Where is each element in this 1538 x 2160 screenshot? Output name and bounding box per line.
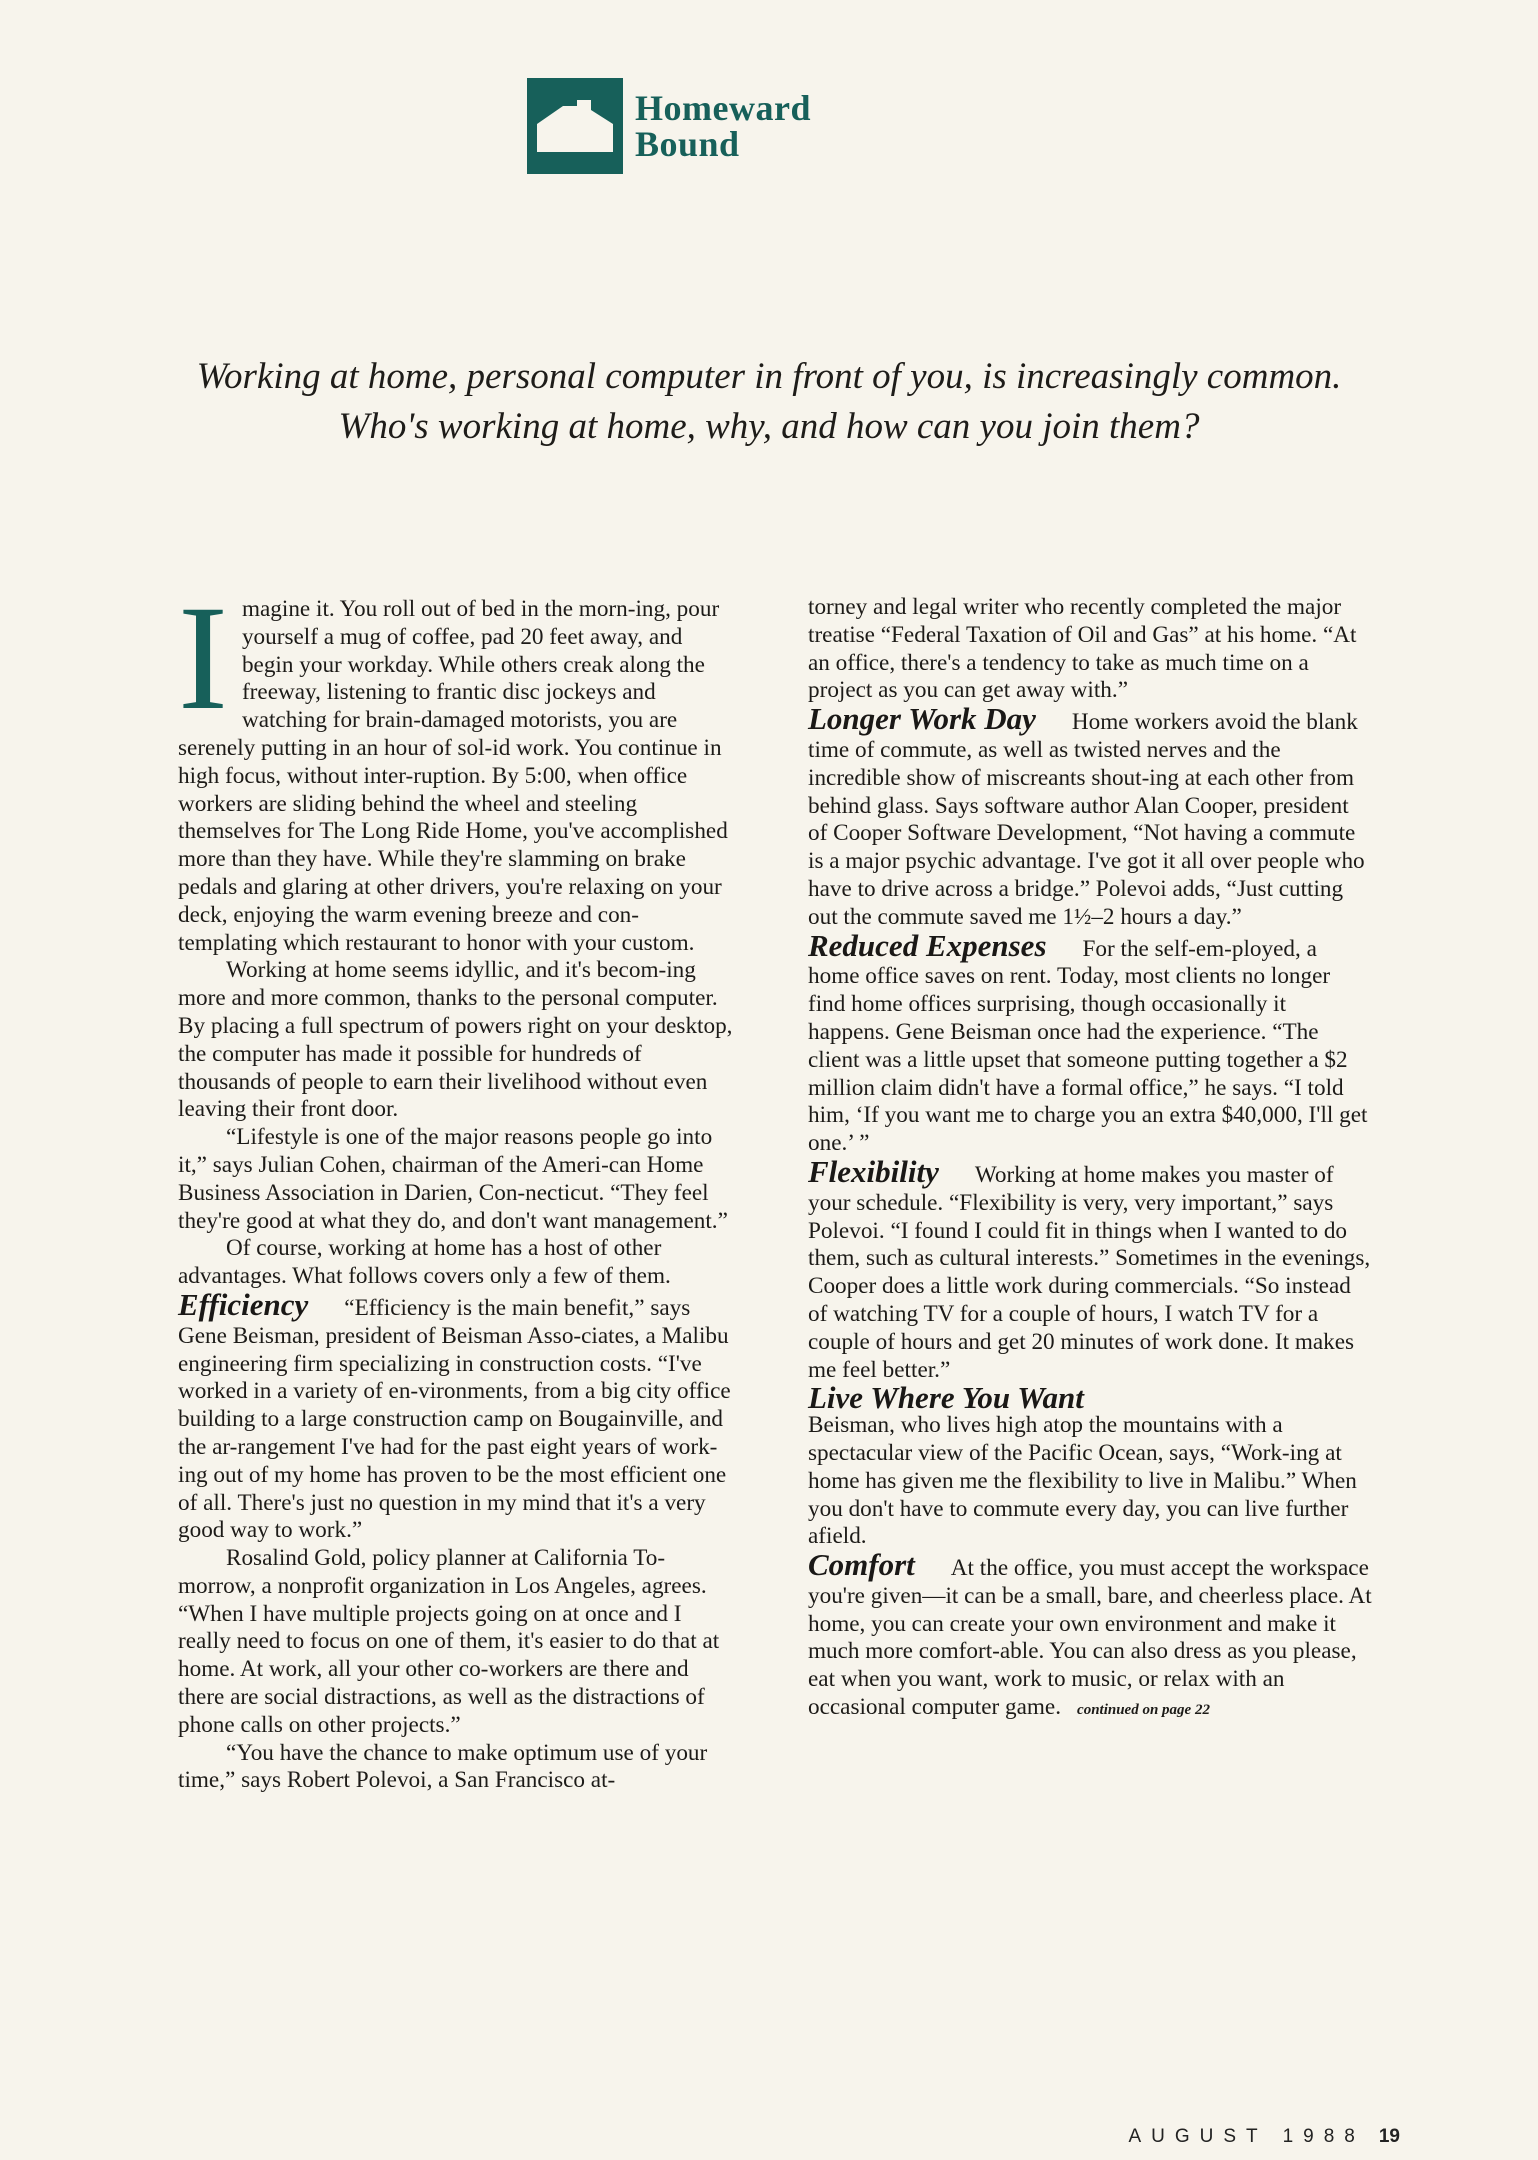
drop-cap: I — [178, 575, 228, 741]
reduced-expenses-text: For the self-em-ployed, a home office saves on rent. Today, most clients no longer find home offices surprising, though occasionally it happens. Gene Beisman once had the experience. “The client was a little upset that someone putting together a $2 million claim didn't have a formal office,” he says. “I told him, ‘If you want me to charge you an extra $40,000, I'll get one.’ ” — [808, 935, 1368, 1157]
flexibility-heading: Flexibility — [808, 1153, 939, 1189]
logo-title — [635, 90, 811, 162]
longer-work-day-heading: Longer Work Day — [808, 701, 1036, 737]
intro-paragraph — [178, 575, 738, 957]
efficiency-section — [178, 1286, 738, 1545]
right-column — [808, 594, 1372, 1725]
deck-line-1: Working at home, personal computer in front of you, is increasingly common. — [196, 356, 1342, 397]
live-where-you-want-heading: Live Where You Want — [808, 1380, 1084, 1416]
flexibility-section — [808, 1153, 1372, 1384]
intro-text: magine it. You roll out of bed in the morn-ing, pour yourself a mug of coffee, pad 20 feet away, and begin your workday. While others creak along the freeway, listening to frantic disc jockeys and watching for brain-damaged motorists, you are serenely putting in an hour of sol-id work. You continue in high focus, without inter-ruption. By 5:00, when office workers are sliding behind the wheel and steeling themselves for The Long Ride Home, you've accomplished more than they have. While they're slamming on brake pedals and glaring at other drivers, you're relaxing on your deck, enjoying the warm evening breeze and con-templating which restaurant to honor with your custom. — [178, 596, 728, 956]
flexibility-text: Working at home makes you master of your schedule. “Flexibility is very, very important,” says Polevoi. “I found I could fit in things when I wanted to do them, such as cultural interests.” Sometimes in the evenings, Cooper does a little work during commercials. “So instead of watching TV for a couple of hours, I watch TV for a couple of hours and get 20 minutes of work done. It makes me feel better.” — [808, 1161, 1371, 1383]
efficiency-heading: Efficiency — [178, 1286, 309, 1322]
issue-date: AUGUST 1988 — [1128, 2126, 1365, 2147]
body-paragraph: “Lifestyle is one of the major reasons people go into it,” says Julian Cohen, chairman of the Ameri-can Home Business Association in Darien, Con-necticut. “They feel they're good at what they do, and don't want management.” — [178, 1124, 728, 1234]
comfort-text: At the office, you must accept the workspace you're given—it can be a small, bare, and cheerless place. At home, you can create your own environment and make it much more comfort-able. You can also dress as you please, eat when you want, work to music, or relax with an occasional computer game. — [808, 1555, 1372, 1721]
logo-line-2: Bound — [635, 124, 740, 164]
deck-line-2: Who's working at home, why, and how can you join them? — [338, 406, 1200, 447]
longer-work-day-section — [808, 701, 1372, 931]
page-footer — [1128, 2126, 1400, 2148]
comfort-section — [808, 1547, 1372, 1725]
reduced-expenses-section — [808, 927, 1372, 1158]
live-where-you-want-text: Beisman, who lives high atop the mountains with a spectacular view of the Pacific Ocean, says, “Work-ing at home has given me the flexibility to live in Malibu.” When you don't have to commute every day, you can live further afield. — [808, 1412, 1357, 1550]
page-number: 19 — [1378, 2126, 1400, 2147]
continued-note: continued on page 22 — [1077, 1702, 1210, 1719]
house-icon — [527, 78, 623, 174]
article-deck — [120, 352, 1418, 452]
body-paragraph: torney and legal writer who recently completed the major treatise “Federal Taxation of Oil and Gas” at his home. “At an office, there's a tendency to take as much time on a project as you can get away with.” — [808, 594, 1357, 704]
homeward-bound-logo — [527, 78, 811, 174]
body-paragraph: Of course, working at home has a host of other advantages. What follows covers only a few of them. — [178, 1235, 671, 1290]
reduced-expenses-heading: Reduced Expenses — [808, 927, 1047, 963]
efficiency-text: “Efficiency is the main benefit,” says Gene Beisman, president of Beisman Asso-ciates, a Malibu engineering firm specializing in construction costs. “I've worked in a variety of en-vironments, from a big city office building to a large construction camp on Bougainville, and the ar-rangement I've had for the past eight years of work-ing out of my home has proven to be the most efficient one of all. There's just no question in my mind that it's a very good way to work.” — [178, 1294, 731, 1544]
longer-work-day-text: Home workers avoid the blank time of commute, as well as twisted nerves and the incredible show of miscreants shout-ing at each other from behind glass. Says software author Alan Cooper, president of Cooper Software Development, “Not having a commute is a major psychic advantage. I've got it all over people who have to drive across a bridge.” Polevoi adds, “Just cutting out the commute saved me 1½–2 hours a day.” — [808, 709, 1365, 930]
body-paragraph: “You have the chance to make optimum use of your time,” says Robert Polevoi, a San Francisco at- — [178, 1739, 708, 1794]
body-paragraph: Working at home seems idyllic, and it's becom-ing more and more common, thanks to the personal computer. By placing a full spectrum of powers right on your desktop, the computer has made it possible for hundreds of thousands of people to earn their livelihood without even leaving their front door. — [178, 957, 733, 1123]
comfort-heading: Comfort — [808, 1547, 915, 1583]
left-column — [178, 575, 738, 1795]
body-paragraph: Rosalind Gold, policy planner at California To-morrow, a nonprofit organization in Los Angeles, agrees. “When I have multiple projects going on at once and I really need to focus on one of them, it's easier to do that at home. At work, all your other co-workers are there and there are social distractions, as well as the distractions of phone calls on other projects.” — [178, 1545, 720, 1738]
logo-line-1: Homeward — [635, 88, 811, 128]
live-where-you-want-section — [808, 1380, 1372, 1551]
